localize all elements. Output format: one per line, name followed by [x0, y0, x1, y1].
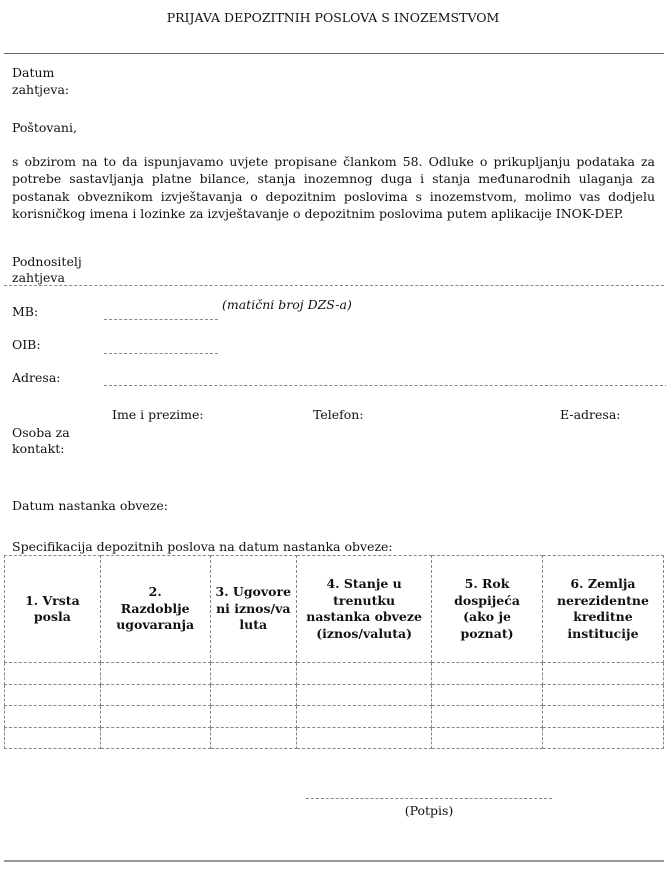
- top-divider: [4, 53, 664, 54]
- table-cell[interactable]: [297, 663, 432, 685]
- mb-input[interactable]: [104, 302, 218, 320]
- signature-line: [306, 798, 552, 799]
- document-title: PRIJAVA DEPOZITNIH POSLOVA S INOZEMSTVOM: [166, 10, 500, 25]
- contact-phone-input[interactable]: [315, 424, 447, 458]
- applicant-label-1: Podnositelj: [12, 254, 82, 269]
- col-header: 6. Zemlja nerezidentne kreditne institucije: [542, 556, 663, 663]
- table-row: [5, 727, 664, 749]
- applicant-divider: [4, 285, 664, 286]
- address-label: Adresa:: [12, 370, 61, 385]
- table-cell[interactable]: [5, 706, 101, 728]
- date-request-label-2: zahtjeva:: [12, 82, 70, 97]
- signature-label: (Potpis): [404, 803, 454, 818]
- address-input[interactable]: [104, 368, 666, 386]
- table-cell[interactable]: [5, 663, 101, 685]
- contact-name-label: Ime i prezime:: [112, 407, 204, 422]
- contact-phone-label: Telefon:: [313, 407, 364, 422]
- spec-label: Specifikacija depozitnih poslova na datum nastanka obveze:: [12, 539, 393, 554]
- spec-header-row: [5, 556, 664, 663]
- table-cell[interactable]: [297, 727, 432, 749]
- table-cell[interactable]: [100, 706, 210, 728]
- table-row: [5, 663, 664, 685]
- mb-note: (matični broj DZS-a): [222, 297, 352, 312]
- date-request-input[interactable]: [104, 64, 217, 98]
- date-request-label-1: Datum: [12, 65, 55, 80]
- contact-email-label: E-adresa:: [560, 407, 621, 422]
- table-cell[interactable]: [210, 727, 297, 749]
- table-row: [5, 706, 664, 728]
- col-header: 1. Vrsta posla: [5, 556, 101, 663]
- oib-label: OIB:: [12, 337, 41, 352]
- table-row: [5, 684, 664, 706]
- table-cell[interactable]: [5, 684, 101, 706]
- table-cell[interactable]: [100, 663, 210, 685]
- table-cell[interactable]: [542, 727, 663, 749]
- table-cell[interactable]: [542, 663, 663, 685]
- contact-email-input[interactable]: [442, 424, 666, 458]
- greeting: Poštovani,: [12, 120, 77, 135]
- table-cell[interactable]: [432, 727, 543, 749]
- table-cell[interactable]: [432, 684, 543, 706]
- table-cell[interactable]: [297, 706, 432, 728]
- mb-label: MB:: [12, 304, 39, 319]
- table-cell[interactable]: [542, 706, 663, 728]
- col-header: 3. Ugovoreni iznos/valuta: [210, 556, 297, 663]
- table-cell[interactable]: [542, 684, 663, 706]
- table-cell[interactable]: [297, 684, 432, 706]
- table-cell[interactable]: [210, 663, 297, 685]
- spec-table: [4, 555, 664, 749]
- request-paragraph: s obzirom na to da ispunjavamo uvjete propisane člankom 58. Odluke o prikupljanju podataka za potrebe sastavljanja platne bilance, stanja inozemnog duga i stanja međunarodnih ulaganja za postanak obveznikom izvještavanja o depozitnim poslovima s inozemstvom, molimo vas dodjelu korisničkog imena i lozinke za izvještavanje o depozitnim poslovima putem aplikacije INOK-DEP.: [12, 154, 655, 221]
- bottom-divider: [4, 860, 664, 862]
- oib-input[interactable]: [104, 336, 218, 354]
- table-cell[interactable]: [100, 727, 210, 749]
- obligation-date-input[interactable]: [306, 485, 447, 514]
- contact-label-1: Osoba za: [12, 425, 70, 440]
- table-cell[interactable]: [432, 663, 543, 685]
- col-header: 4. Stanje u trenutku nastanka obveze (iznos/valuta): [297, 556, 432, 663]
- table-cell[interactable]: [210, 706, 297, 728]
- table-cell[interactable]: [432, 706, 543, 728]
- table-cell[interactable]: [100, 684, 210, 706]
- contact-label-2: kontakt:: [12, 441, 65, 456]
- table-cell[interactable]: [5, 727, 101, 749]
- table-cell[interactable]: [210, 684, 297, 706]
- obligation-date-label: Datum nastanka obveze:: [12, 498, 168, 513]
- applicant-label-2: zahtjeva: [12, 270, 65, 285]
- contact-name-input[interactable]: [104, 424, 320, 458]
- col-header: 5. Rok dospijeća (ako je poznat): [432, 556, 543, 663]
- col-header: 2. Razdoblje ugovaranja: [100, 556, 210, 663]
